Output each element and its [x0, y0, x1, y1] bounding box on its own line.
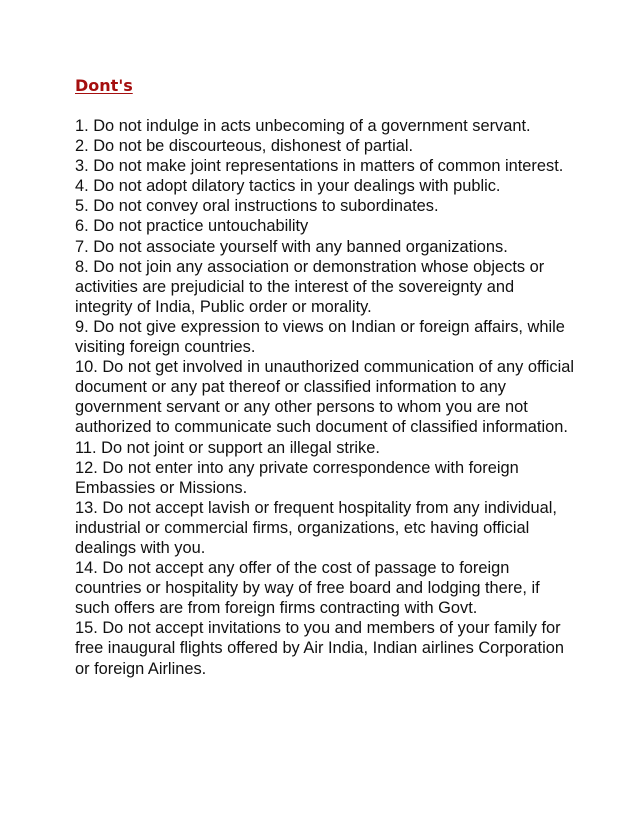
list-item: 11. Do not joint or support an illegal strike.: [75, 438, 380, 457]
list-item: 7. Do not associate yourself with any banned organizations.: [75, 237, 508, 256]
list-item: 13. Do not accept lavish or frequent hospitality from any individual, industrial or commercial firms, organizations, etc having official dealings with you.: [75, 498, 557, 557]
list-item: 15. Do not accept invitations to you and members of your family for free inaugural flights offered by Air India, Indian airlines Corporation or foreign Airlines.: [75, 619, 564, 678]
list-item: 1. Do not indulge in acts unbecoming of a government servant.: [75, 117, 531, 135]
page-title: Dont's: [75, 76, 133, 95]
donts-list: [75, 116, 575, 679]
list-item: 5. Do not convey oral instructions to subordinates.: [75, 197, 439, 216]
list-item: 6. Do not practice untouchability: [75, 217, 309, 236]
list-item: 10. Do not get involved in unauthorized communication of any official document or any pat thereof or classified information to any government servant or any other persons to whom you are not authorized to communicate such document of classified information.: [75, 358, 575, 437]
list-item: 4. Do not adopt dilatory tactics in your dealings with public.: [75, 177, 501, 196]
list-item: 14. Do not accept any offer of the cost of passage to foreign countries or hospitality by way of free board and lodging there, if such offers are from foreign firms contracting with Govt.: [75, 559, 540, 618]
list-item: 8. Do not join any association or demonstration whose objects or activities are prejudicial to the interest of the sovereignty and integrity of India, Public order or morality.: [75, 257, 545, 316]
list-item: 2. Do not be discourteous, dishonest of partial.: [75, 137, 414, 156]
list-item: 3. Do not make joint representations in matters of common interest.: [75, 157, 564, 176]
list-item: 12. Do not enter into any private correspondence with foreign Embassies or Missions.: [75, 458, 519, 497]
list-item: 9. Do not give expression to views on Indian or foreign affairs, while visiting foreign countries.: [75, 317, 565, 357]
